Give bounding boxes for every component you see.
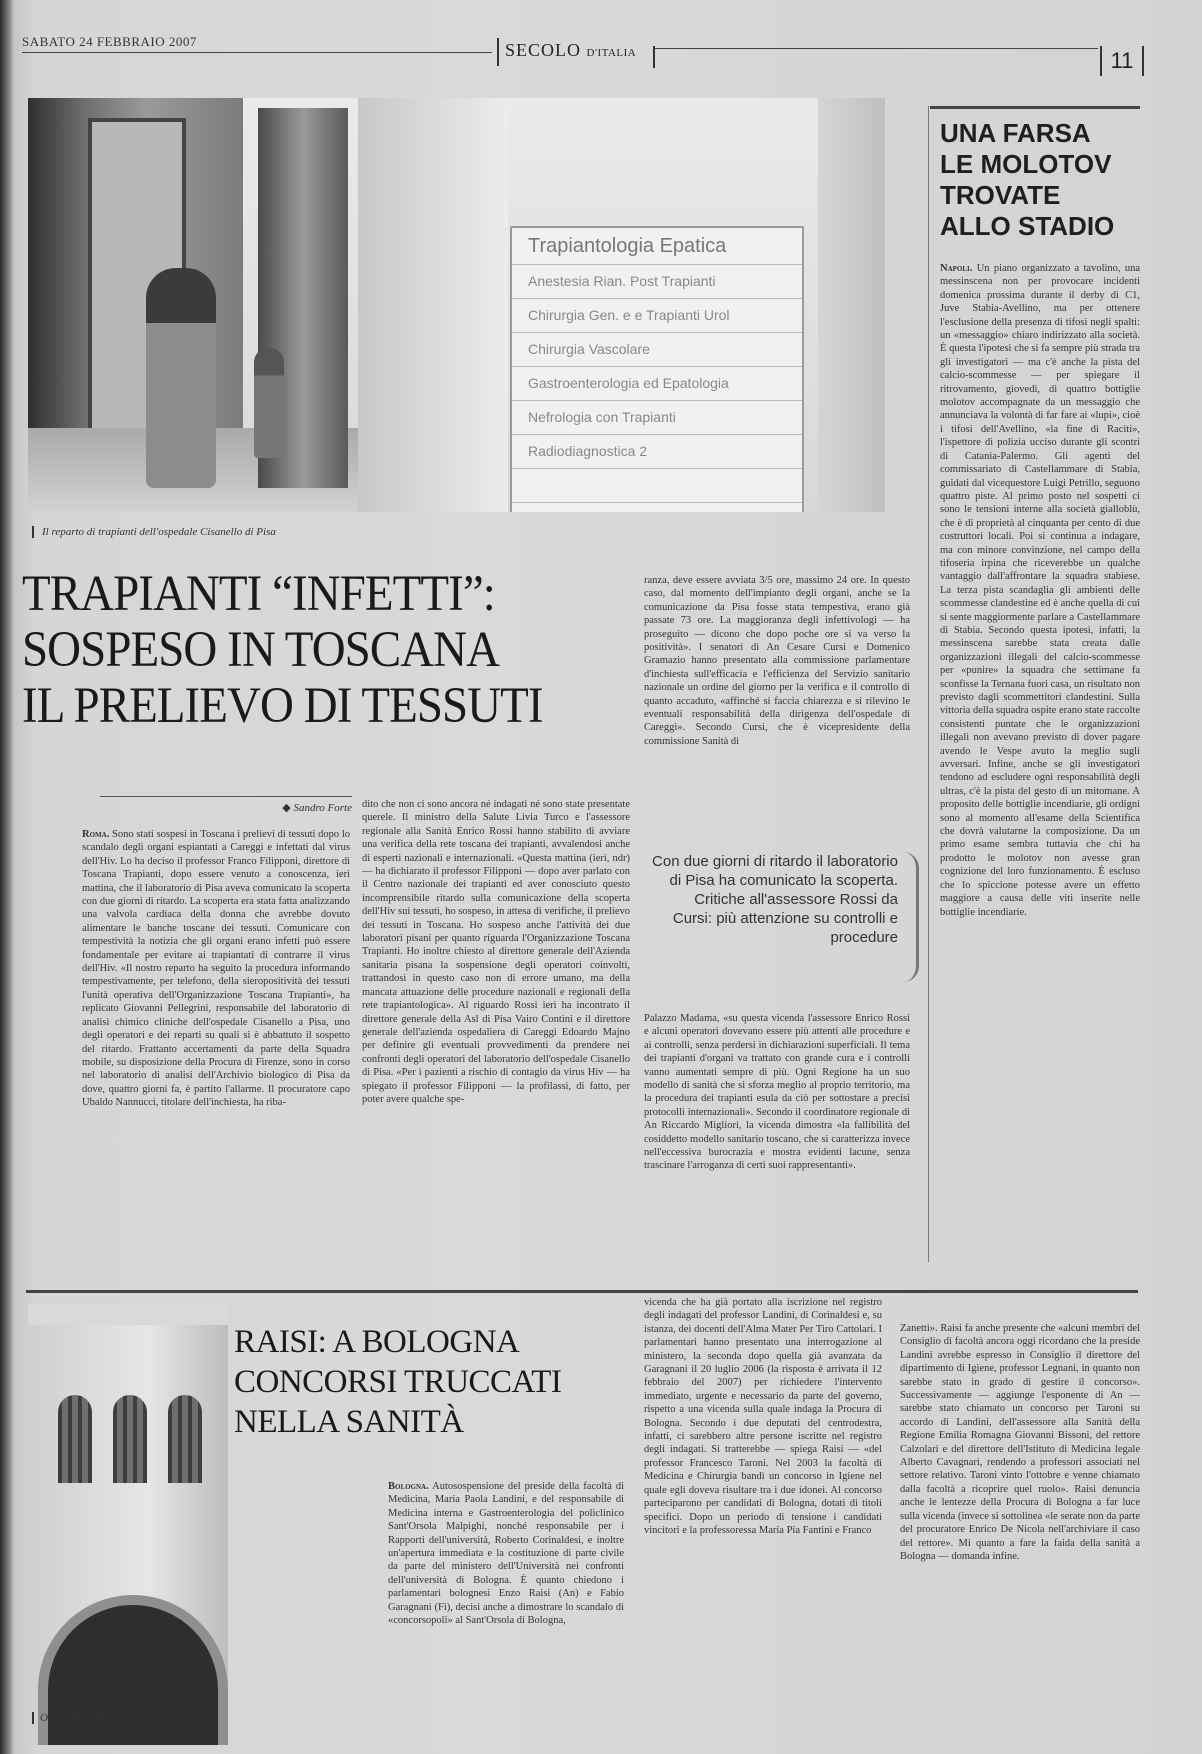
- photo-person: [146, 268, 216, 488]
- pull-quote: Con due giorni di ritardo il laboratorio di Pisa ha comunicato la scoperta. Critiche all'assessore Rossi da Cursi: più attenzione su controlli e procedure: [652, 853, 898, 946]
- main-story-column-3-bottom: [644, 1012, 910, 1268]
- sign-item: Chirurgia Gen. e e Trapianti Urol: [512, 299, 802, 333]
- article-text: dito che non ci sono ancora né indagati né sono state presentate querele. Il ministro della Salute Livia Turco e l'assessore regionale alla Sanità Enrico Rossi hanno stabilito di avviare una verifica della rete toscana dei trapianti, avvalendosi anche di esperti nazionali e internazionali. «Questa mattina (ieri, ndr) — ha dichiarato il professor Filipponi — dopo aver parlato con il Centro nazionale dei trapianti ed aver conosciuto questo incomprensibile ritardo sulla comunicazione della scoperta dell'Hiv sui tessuti, ho sospeso, in attesa di verifiche, il prelievo dei tessuti in Toscana. Ho sospeso anche l'attività dei due laboratori pisani per quanto riguarda l'Organizzazione Toscana Trapianti. Ho inoltre chiesto al direttore generale dell'Azienda sanitaria pisana la sospensione degli operatori coinvolti, trattandosi in questo caso non di errore umano, ma della mancata attuazione delle procedure nazionali e regionali della rete trapiantologica». Al riguardo Rossi ieri ha incontrato il direttore generale della Asl di Pisa Vairo Contini e il direttore generale dell'azienda ospedaliera di Careggi Edoardo Majno per definire gli eventuali provvedimenti da prendere nei confronti degli operatori del laboratorio dell'ospedale Cisanello di Pisa. «Per i pazienti a rischio di contagio da virus Hiv — ha spiegato il professor Filipponi — la profilassi, di fatto, per poter avere qualche spe-: [362, 799, 630, 1105]
- article-text: Palazzo Madama, «su questa vicenda l'assessore Enrico Rossi e alcuni operatori dovevano essere più attenti alle procedure e ai controlli, senza perdersi in dichiarazioni superficiali. Il tema dei trapianti d'organi va trattato con grande cura e i controlli vanno aumentati sempre di più. Ogni Regione ha un suo modello di sanità che si sforza meglio al proprio territorio, ma la procedura dei trapianti esula da ciò per sottostare a precisi protocolli internazionali». Secondo il coordinatore regionale di An Riccardo Migliori, la vicenda dimostra «la fallibilità del cosiddetto modello sanitario toscano, che si caratterizza invece nell'eccessiva burocrazia e mostra evidenti lacune, senza trascinare l'arroganza di certi suoi rappresentanti».: [644, 1013, 910, 1172]
- side-story-headline: [940, 118, 1140, 242]
- column-divider: [928, 106, 929, 1262]
- article-text: ranza, deve essere avviata 3/5 ore, massimo 24 ore. In questo caso, dal momento dell'impianto degli organi, anche se la comunicazione da Pisa fosse stata tempestiva, erano già passate 73 ore. La maggioranza degli infettivologi — ha proseguito — dicono che dopo poche ore si va verso la positività». I senatori di An Cesare Cursi e Domenico Gramazio hanno presentato alla commissione parlamentare d'inchiesta sull'efficacia e l'efficienza del Servizio sanitario nazionale un ordine del giorno per la verifica e il controllo di quanto accaduto, «affinché si faccia chiarezza e si rilevino le eventuali responsabilità della dirigenza dell'ospedale di Careggi». Secondo Cursi, che è vicepresidente della commissione Sanità di: [644, 575, 910, 747]
- header-divider: [497, 38, 499, 66]
- article-text: Autosospensione del preside della facoltà di Medicina, Maria Paola Landini, e del responsabile di Medicina interna e Gastroenterologia del policlinico Sant'Orsola Malpighi, nonché responsabile per i Rapporti dell'università, Roberto Corinaldesi, e inoltre un'apertura immediata e la costituzione di parte civile da parte del ministero dell'Università nei confronti dell'università di Bologna. È quanto chiedono i parlamentari bolognesi Enzo Raisi (An) e Fabio Garagnani (Fi), decisi anche a dimostrare lo scandalo di «concorsopoli» al Sant'Orsola di Bologna,: [388, 1481, 624, 1627]
- photo-window: [113, 1395, 147, 1483]
- article-text: Un piano organizzato a tavolino, una messinscena non per provocare incidenti domenica prossima durante il derby di C1, Juve Stabia-Avellino, ma per ottenere l'esclusione della presenza di tifosi negli spalti: un «messaggio» chiaro indirizzato alla società. È questa l'ipotesi che si fa sempre più strada tra gli investigatori — ma c'è anche la pista del calcio-scommesse — per spiegare il ritrovamento, giovedì, di quattro bottiglie molotov accompagnate da un messaggio che annunciava la volontà di far fare ai «lupi», cioè i tifosi dell'Avellino, «la fine di Raciti», l'ispettore di polizia ucciso durante gli scontri di Catania-Palermo. Gli agenti del commissariato di Castellammare di Stabia, guidati dal vicequestore Luigi Petrillo, seguono quattro piste. Al primo posto nel sospetti ci sono le tensioni interne alla società gialloblù, che è di proprietà al cinquanta per cento di due costruttori locali. Poi si continua a indagare, ma con minore convinzione, nel campo della tifoseria irpina che riceverebbe un qualche vantaggio dall'affrontare la squadra stabiese. La terza pista scandaglia gli ambienti delle scommesse clandestine ed è anche quella di cui si sente maggiormente parlare a Castellammare di Stabia. Secondo questa ipotesi, infatti, la messinscena sarebbe stata creata dalle organizzazioni illegali del calcio-scommesse per «punire» la squadra che settimane fa sconfisse la Ternana fuori casa, un risultato non previsto dagli scommettitori clandestini. Sulla vittoria della squadra ospite erano state raccolte consistenti puntate che le organizzazioni illegali non avevano previsto di dover pagare avendo le Vespe avuto la meglio sugli avversari. Infine, anche se gli investigatori tendono ad escludere ogni responsabilità degli ultras, c'è la pista del gesto di un mitomane. A proposito delle bottiglie incendiarie, gli ordigni sono al momento all'esame della Scientifica che dovrà valutarne la composizione. Da un primo esame sembra tuttavia che chi ha prodotto le molotov non avesse gran cognizione del loro funzionamento. È escluso che lo spiccione potesse avere un effetto maggiore a causa delle viti inserite nelle bottiglie incendiarie.: [940, 263, 1140, 918]
- main-story-column-3-top: [644, 574, 910, 830]
- header-rule: [22, 52, 492, 53]
- newspaper-name-suffix: D'ITALIA: [586, 47, 637, 59]
- bottom-story-column-3: [900, 1322, 1140, 1748]
- photo-wall: [358, 98, 508, 512]
- photo-caption: Il reparto di trapianti dell'ospedale Cisanello di Pisa: [32, 526, 276, 538]
- byline: ◆ Sandro Forte: [100, 796, 352, 814]
- side-story-rule: [930, 106, 1140, 109]
- sign-item: Gastroenterologia ed Epatologia: [512, 367, 802, 401]
- side-headline-line: TROVATE: [940, 180, 1061, 210]
- photo-person: [254, 348, 284, 458]
- sant-orsola-photo: [28, 1305, 228, 1745]
- headline-line: TRAPIANTI “INFETTI”:: [22, 566, 495, 622]
- pull-quote-brace: [900, 852, 919, 982]
- section-separator: [26, 1290, 1138, 1293]
- photo-caption: Ospedale Sant'Orsola: [32, 1712, 137, 1724]
- newspaper-name: [505, 40, 636, 61]
- side-headline-line: UNA FARSA: [940, 118, 1091, 148]
- headline-line: SOSPESO IN TOSCANA: [22, 622, 500, 678]
- sign-item: Trapiantologia Epatica: [512, 228, 802, 265]
- headline-line: CONCORSI TRUCCATI: [234, 1364, 562, 1400]
- page-binding: [0, 0, 14, 1754]
- sign-item: Radiodiagnostica 2: [512, 435, 802, 469]
- bottom-story-column-1: [388, 1480, 624, 1748]
- hospital-photo: [28, 98, 885, 512]
- photo-wall: [818, 98, 885, 512]
- header-rule: [655, 48, 1098, 49]
- main-headline: [22, 566, 592, 734]
- page-number: 11: [1110, 48, 1134, 73]
- article-text: Zanetti». Raisi fa anche presente che «alcuni membri del Consiglio di facoltà ancora oggi ricordano che la preside Landini avrebbe espresso in Consiglio il direttore del dipartimento di Igiene, professor Legnani, in quanto non sarebbe stato in grado di gestire il concorso». Successivamente — aggiunge l'esponente di An — sarebbe stato chiamato un concorso per Taroni su accordo di Landini, dell'assessore alla Sanità della Regione Emilia Romagna Giovanni Bissoni, del rettore Calzolari e del direttore dell'Istituto di Medicina legale Alberto Cavagnari, rendendo a professori associati nel settore relativo. Taroni vinto l'ottobre e venne chiamato dalla facoltà a ricoprire quel ruolo». Raisi denuncia anche le lentezze della Procura di Bologna a far luce sulla vicenda (invece si sottolinea «le serate non da parte del procuratore Enrico De Nicola nell'archiviare il caso del rettore». Mi quanto a fare la faida della sanità a Bologna — domanda infine.: [900, 1323, 1140, 1562]
- dateline: Roma.: [82, 829, 110, 840]
- page-number-box: [1100, 46, 1144, 76]
- department-sign: [510, 226, 804, 512]
- main-story-column-2: [362, 798, 630, 1280]
- main-story-column-1: [82, 828, 350, 1280]
- sign-item: Nefrologia con Trapianti: [512, 401, 802, 435]
- article-text: Sono stati sospesi in Toscana i prelievi di tessuti dopo lo scandalo degli organi espiantati a Careggi e infettati dal virus dell'Hiv. Lo ha deciso il professor Franco Filipponi, direttore di Toscana Trapianti, dopo essere venuto a conoscenza, ieri mattina, che il laboratorio di Pisa aveva comunicato la scoperta con due giorni di ritardo. La scoperta era stata fatta analizzando una valvola cardiaca della donna che avrebbe dovuto alimentare le banche toscane dei tessuti. Comunicare con tempestività la notizia che gli organi erano infetti può essere fondamentale per evitare ai trapiantati di contrarre il virus dell'Hiv. «Il nostro reparto ha seguito la procedura informando tempestivamente, per telefono, della sieropositività dei tessuti l'unità operativa dell'Organizzazione Toscana Trapianti», ha replicato Giovanni Pellegrini, responsabile del laboratorio di analisi chimico cliniche dell'ospedale Cisanello a Pisa, uno degli operatori e dei reparti su quali si è abbattuto il sospetto del ritardo. Frattanto accertamenti da parte della Squadra mobile, su disposizione della Procura di Firenze, sono in corso nel laboratorio di analisi dell'Archivio biologico di Pisa da dove, quattro giorni fa, è partito l'allarme. Il procuratore capo Ubaldo Nannucci, titolare dell'inchiesta, ha riba-: [82, 829, 350, 1109]
- photo-window: [168, 1395, 202, 1483]
- article-text: vicenda che ha già portato alla iscrizione nel registro degli indagati del professor Landini, di Corinaldesi e, su istanza, dei docenti dell'Alma Mater Per Tiro Cattolari. I parlamentari hanno presentato una interrogazione al ministero, la seconda dopo quella già avanzata da Garagnani il 20 luglio 2006 (la risposta è arrivata il 12 febbraio del 2007) per richiedere l'intervento immediato, urgente e necessario da parte del governo, rispetto a una vicenda sulla quale indaga la Procura di Bologna. Secondo i due deputati del centrodestra, infatti, ci sarebbero altre persone iscritte nel registro degli indagati. Si tratterebbe — spiega Raisi — «del professor Francesco Taroni. Nel 2003 la facoltà di Medicina e Chirurgia bandì un concorso in Igiene nel quale egli doveva risultare tra i due idonei. Al concorso parteciparono per candidati di Bologna, dotati di titoli specifici. Dopo un periodo di tensione i candidati vincitori e la professoressa Maria Pia Fantini e Franco: [644, 1297, 882, 1536]
- bottom-story-column-2: [644, 1296, 882, 1748]
- photo-window: [58, 1395, 92, 1483]
- sign-blank-row: [512, 469, 802, 503]
- issue-date: SABATO 24 FEBBRAIO 2007: [22, 34, 197, 49]
- side-story-column: [940, 262, 1140, 1264]
- sign-blank-row: [512, 503, 802, 512]
- newspaper-name-main: SECOLO: [505, 40, 582, 60]
- headline-line: NELLA SANITÀ: [234, 1404, 464, 1440]
- header-divider: [653, 46, 655, 68]
- bottom-headline: [234, 1322, 594, 1442]
- byline-author: Sandro Forte: [293, 802, 352, 814]
- headline-line: RAISI: A BOLOGNA: [234, 1324, 520, 1360]
- sign-item: Anestesia Rian. Post Trapianti: [512, 265, 802, 299]
- dateline: Bologna.: [388, 1481, 429, 1492]
- side-headline-line: LE MOLOTOV: [940, 149, 1112, 179]
- headline-line: IL PRELIEVO DI TESSUTI: [22, 678, 543, 734]
- side-headline-line: ALLO STADIO: [940, 211, 1115, 241]
- dateline: Napoli.: [940, 263, 973, 274]
- sign-item: Chirurgia Vascolare: [512, 333, 802, 367]
